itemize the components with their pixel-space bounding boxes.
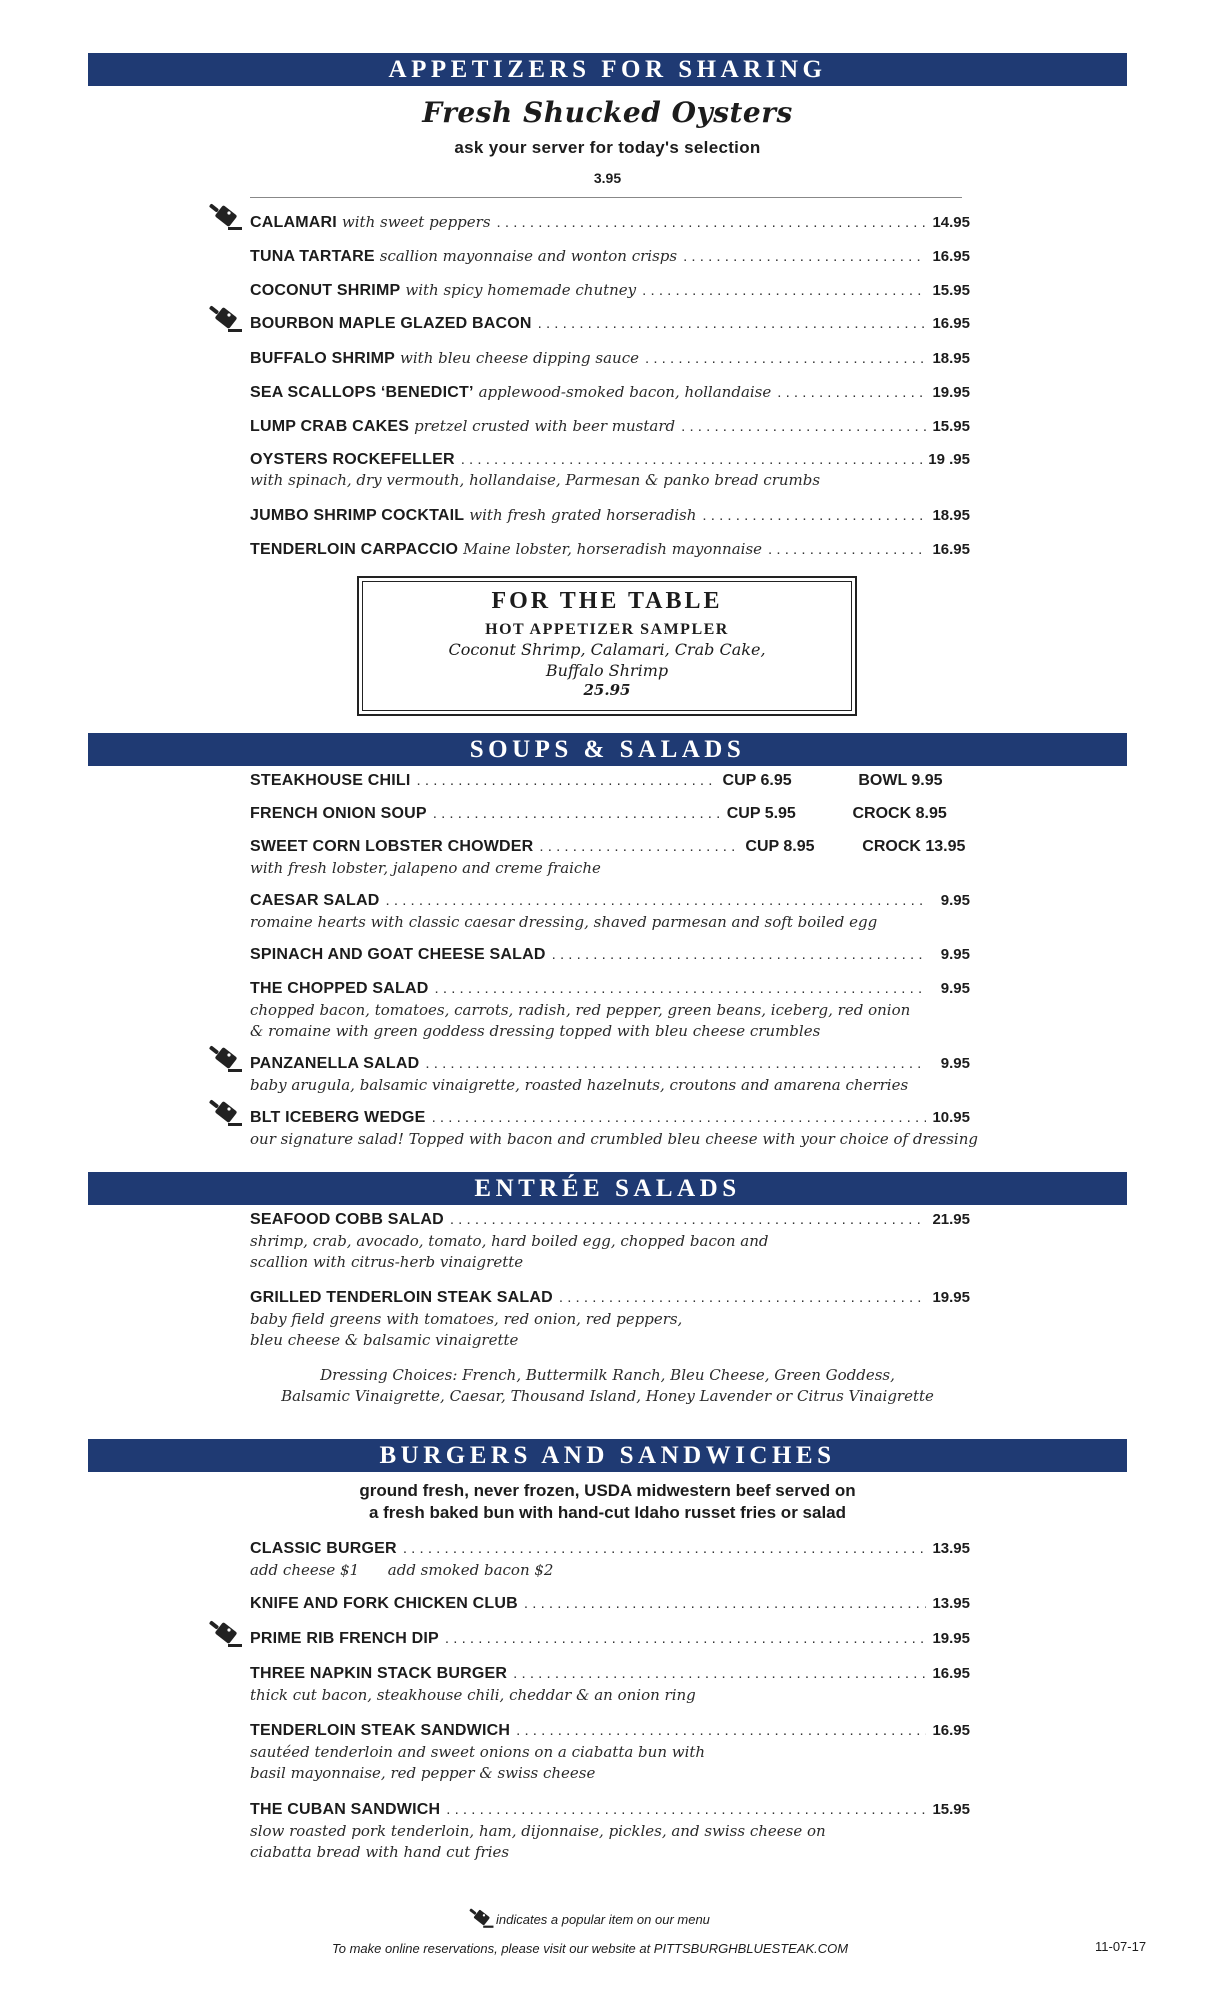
- menu-date: 11-07-17: [1095, 1939, 1147, 1954]
- dot-leader: [461, 451, 923, 468]
- cup-price: CUP 8.95: [745, 838, 815, 855]
- dot-leader: [433, 805, 721, 822]
- item-name: TUNA TARTARE: [250, 248, 375, 265]
- item-price: 14.95: [932, 214, 970, 231]
- item-subdesc: bleu cheese & balsamic vinaigrette: [250, 1331, 519, 1349]
- dot-leader: [497, 214, 926, 231]
- item-subdesc: with spinach, dry vermouth, hollandaise, Parmesan & panko bread crumbs: [250, 471, 821, 489]
- dressing-choices-2: Balsamic Vinaigrette, Caesar, Thousand Island, Honey Lavender or Citrus Vinaigrette: [281, 1387, 934, 1405]
- sampler-price: 25.95: [583, 681, 631, 699]
- item-subdesc: basil mayonnaise, red pepper & swiss cheese: [250, 1764, 596, 1782]
- dressing-choices-1: Dressing Choices: French, Buttermilk Ranch, Bleu Cheese, Green Goddess,: [320, 1366, 895, 1384]
- item-name: PRIME RIB FRENCH DIP: [250, 1630, 439, 1647]
- popular-legend: [468, 1908, 710, 1930]
- item-name: CLASSIC BURGER: [250, 1540, 397, 1557]
- for-the-table-box: [357, 576, 857, 716]
- cup-price: CUP 6.95: [722, 772, 792, 789]
- menu-item-panzanella-salad: [250, 1055, 970, 1073]
- divider: [250, 197, 962, 198]
- item-name: FRENCH ONION SOUP: [250, 805, 427, 822]
- menu-item-chopped-salad: [250, 980, 970, 998]
- dot-leader: [645, 350, 926, 367]
- item-name: TENDERLOIN STEAK SANDWICH: [250, 1722, 511, 1739]
- item-desc: applewood-smoked bacon, hollandaise: [478, 383, 772, 401]
- dot-leader: [417, 772, 717, 789]
- item-price: 21.95: [932, 1211, 970, 1228]
- item-name: OYSTERS ROCKEFELLER: [250, 451, 455, 468]
- crock-price: CROCK 13.95: [862, 838, 966, 855]
- for-the-table-title: FOR THE TABLE: [491, 588, 723, 614]
- dot-leader: [538, 315, 926, 332]
- item-name: SEA SCALLOPS ‘BENEDICT’: [250, 384, 474, 401]
- oysters-note: ask your server for today's selection: [454, 138, 761, 157]
- item-subdesc: romaine hearts with classic caesar dressing, shaved parmesan and soft boiled egg: [250, 913, 878, 931]
- menu-item-three-napkin-burger: [250, 1665, 970, 1683]
- item-subdesc: slow roasted pork tenderloin, ham, dijonnaise, pickles, and swiss cheese on: [250, 1822, 826, 1840]
- item-name: SPINACH AND GOAT CHEESE SALAD: [250, 946, 546, 963]
- menu-item-calamari: [250, 213, 970, 232]
- item-subdesc: with fresh lobster, jalapeno and creme fraiche: [250, 859, 601, 877]
- item-name: SWEET CORN LOBSTER CHOWDER: [250, 838, 534, 855]
- menu-item-cuban-sandwich: [250, 1801, 970, 1819]
- menu-item-tenderloin-steak-salad: [250, 1289, 970, 1307]
- item-price: 15.95: [932, 282, 970, 299]
- item-subdesc: add cheese $1 add smoked bacon $2: [250, 1561, 554, 1579]
- menu-item-chicken-club: [250, 1595, 970, 1613]
- item-price: 9.95: [940, 946, 970, 963]
- item-subdesc: baby arugula, balsamic vinaigrette, roasted hazelnuts, croutons and amarena cherries: [250, 1076, 909, 1094]
- item-price: 16.95: [932, 315, 970, 332]
- dot-leader: [432, 1109, 926, 1126]
- item-name: CALAMARI: [250, 214, 337, 231]
- item-subdesc: our signature salad! Topped with bacon and crumbled bleu cheese with your choice of dressing: [250, 1130, 978, 1148]
- dot-leader: [446, 1801, 926, 1818]
- item-name: BOURBON MAPLE GLAZED BACON: [250, 315, 532, 332]
- burgers-intro-2: a fresh baked bun with hand-cut Idaho russet fries or salad: [368, 1503, 847, 1522]
- dot-leader: [425, 1055, 926, 1072]
- item-subdesc: chopped bacon, tomatoes, carrots, radish, red pepper, green beans, iceberg, red onion: [250, 1001, 911, 1019]
- item-name: THE CHOPPED SALAD: [250, 980, 429, 997]
- cup-price: CUP 5.95: [726, 805, 796, 822]
- dot-leader: [450, 1211, 926, 1228]
- item-name: CAESAR SALAD: [250, 892, 380, 909]
- item-subdesc: sautéed tenderloin and sweet onions on a ciabatta bun with: [250, 1743, 706, 1761]
- item-name: PANZANELLA SALAD: [250, 1055, 420, 1072]
- item-price: 10.95: [932, 1109, 970, 1126]
- menu-item-bourbon-bacon: [250, 315, 970, 333]
- menu-item-lump-crab-cakes: [250, 417, 970, 436]
- dot-leader: [768, 541, 926, 558]
- item-name: JUMBO SHRIMP COCKTAIL: [250, 507, 465, 524]
- oysters-price: 3.95: [593, 170, 622, 186]
- appetizers-header: APPETIZERS FOR SHARING: [88, 53, 1127, 86]
- menu-item-lobster-chowder: [250, 838, 970, 856]
- item-desc: scallion mayonnaise and wonton crisps: [379, 247, 678, 265]
- item-price: 15.95: [932, 1801, 970, 1818]
- dot-leader: [552, 946, 926, 963]
- item-name: SEAFOOD COBB SALAD: [250, 1211, 444, 1228]
- menu-item-caesar-salad: [250, 892, 970, 910]
- item-name: THE CUBAN SANDWICH: [250, 1801, 441, 1818]
- item-price: 15.95: [932, 418, 970, 435]
- item-price: 18.95: [932, 507, 970, 524]
- item-desc: with sweet peppers: [341, 213, 491, 231]
- menu-item-french-onion-soup: [250, 805, 970, 823]
- item-price: 19 .95: [928, 451, 970, 468]
- popular-legend-text: indicates a popular item on our menu: [496, 1911, 710, 1927]
- dot-leader: [683, 248, 926, 265]
- item-price: 9.95: [940, 1055, 970, 1072]
- item-subdesc: shrimp, crab, avocado, tomato, hard boiled egg, chopped bacon and: [250, 1232, 769, 1250]
- item-price: 16.95: [932, 1722, 970, 1739]
- item-price: 16.95: [932, 1665, 970, 1682]
- sampler-desc-2: Buffalo Shrimp: [545, 661, 669, 680]
- item-name: STEAKHOUSE CHILI: [250, 772, 411, 789]
- item-name: TENDERLOIN CARPACCIO: [250, 541, 459, 558]
- item-name: BUFFALO SHRIMP: [250, 350, 396, 367]
- item-price: 13.95: [932, 1540, 970, 1557]
- menu-item-tenderloin-carpaccio: [250, 540, 970, 559]
- item-name: KNIFE AND FORK CHICKEN CLUB: [250, 1595, 518, 1612]
- menu-item-sea-scallops: [250, 383, 970, 402]
- bowl-price: BOWL 9.95: [858, 772, 943, 789]
- menu-item-buffalo-shrimp: [250, 349, 970, 368]
- soups-salads-header: SOUPS & SALADS: [88, 733, 1127, 766]
- popular-item-icon: [208, 1099, 242, 1129]
- popular-item-icon: [208, 305, 242, 335]
- item-name: THREE NAPKIN STACK BURGER: [250, 1665, 508, 1682]
- item-name: BLT ICEBERG WEDGE: [250, 1109, 426, 1126]
- item-subdesc: & romaine with green goddess dressing topped with bleu cheese crumbles: [250, 1022, 821, 1040]
- menu-item-seafood-cobb: [250, 1211, 970, 1229]
- item-desc: with bleu cheese dipping sauce: [400, 349, 639, 367]
- dot-leader: [702, 507, 926, 524]
- reservations-note: To make online reservations, please visit our website at PITTSBURGHBLUESTEAK.COM: [332, 1941, 849, 1956]
- item-price: 13.95: [932, 1595, 970, 1612]
- item-subdesc: ciabatta bread with hand cut fries: [250, 1843, 510, 1861]
- crock-price: CROCK 8.95: [852, 805, 947, 822]
- item-name: GRILLED TENDERLOIN STEAK SALAD: [250, 1289, 553, 1306]
- menu-item-jumbo-shrimp-cocktail: [250, 506, 970, 525]
- dot-leader: [524, 1595, 926, 1612]
- menu-item-spinach-goat-cheese: [250, 946, 970, 964]
- item-desc: with spicy homemade chutney: [405, 281, 637, 299]
- menu-item-oysters-rockefeller: [250, 451, 970, 469]
- dot-leader: [386, 892, 926, 909]
- popular-item-icon: [208, 1620, 242, 1650]
- menu-item-steakhouse-chili: [250, 772, 970, 790]
- item-name: COCONUT SHRIMP: [250, 282, 401, 299]
- menu-item-prime-rib-french-dip: [250, 1630, 970, 1648]
- item-price: 19.95: [932, 384, 970, 401]
- item-price: 16.95: [932, 248, 970, 265]
- item-desc: with fresh grated horseradish: [469, 506, 697, 524]
- dot-leader: [513, 1665, 926, 1682]
- dot-leader: [777, 384, 926, 401]
- dot-leader: [681, 418, 926, 435]
- popular-item-icon: [468, 1908, 494, 1930]
- dot-leader: [435, 980, 926, 997]
- item-price: 9.95: [940, 892, 970, 909]
- entree-salads-header: ENTRÉE SALADS: [88, 1172, 1127, 1205]
- popular-item-icon: [208, 203, 242, 233]
- item-subdesc: thick cut bacon, steakhouse chili, cheddar & an onion ring: [250, 1686, 696, 1704]
- menu-item-tuna-tartare: [250, 247, 970, 266]
- item-price: 19.95: [932, 1289, 970, 1306]
- menu-item-blt-iceberg-wedge: [250, 1109, 970, 1127]
- dot-leader: [539, 838, 739, 855]
- item-name: LUMP CRAB CAKES: [250, 418, 410, 435]
- dot-leader: [445, 1630, 926, 1647]
- sampler-desc-1: Coconut Shrimp, Calamari, Crab Cake,: [448, 640, 766, 659]
- oysters-title: Fresh Shucked Oysters: [422, 96, 793, 129]
- item-price: 19.95: [932, 1630, 970, 1647]
- menu-item-classic-burger: [250, 1540, 970, 1558]
- item-subdesc: baby field greens with tomatoes, red onion, red peppers,: [250, 1310, 683, 1328]
- item-subdesc: scallion with citrus-herb vinaigrette: [250, 1253, 524, 1271]
- item-desc: Maine lobster, horseradish mayonnaise: [463, 540, 763, 558]
- dot-leader: [559, 1289, 926, 1306]
- menu-item-coconut-shrimp: [250, 281, 970, 300]
- item-desc: pretzel crusted with beer mustard: [414, 417, 676, 435]
- dot-leader: [516, 1722, 926, 1739]
- dot-leader: [642, 282, 926, 299]
- sampler-name: HOT APPETIZER SAMPLER: [485, 621, 729, 638]
- item-price: 16.95: [932, 541, 970, 558]
- burgers-intro-1: ground fresh, never frozen, USDA midwestern beef served on: [359, 1481, 856, 1500]
- menu-item-tenderloin-sandwich: [250, 1722, 970, 1740]
- dot-leader: [403, 1540, 926, 1557]
- burgers-sandwiches-header: BURGERS AND SANDWICHES: [88, 1439, 1127, 1472]
- popular-item-icon: [208, 1045, 242, 1075]
- item-price: 18.95: [932, 350, 970, 367]
- item-price: 9.95: [940, 980, 970, 997]
